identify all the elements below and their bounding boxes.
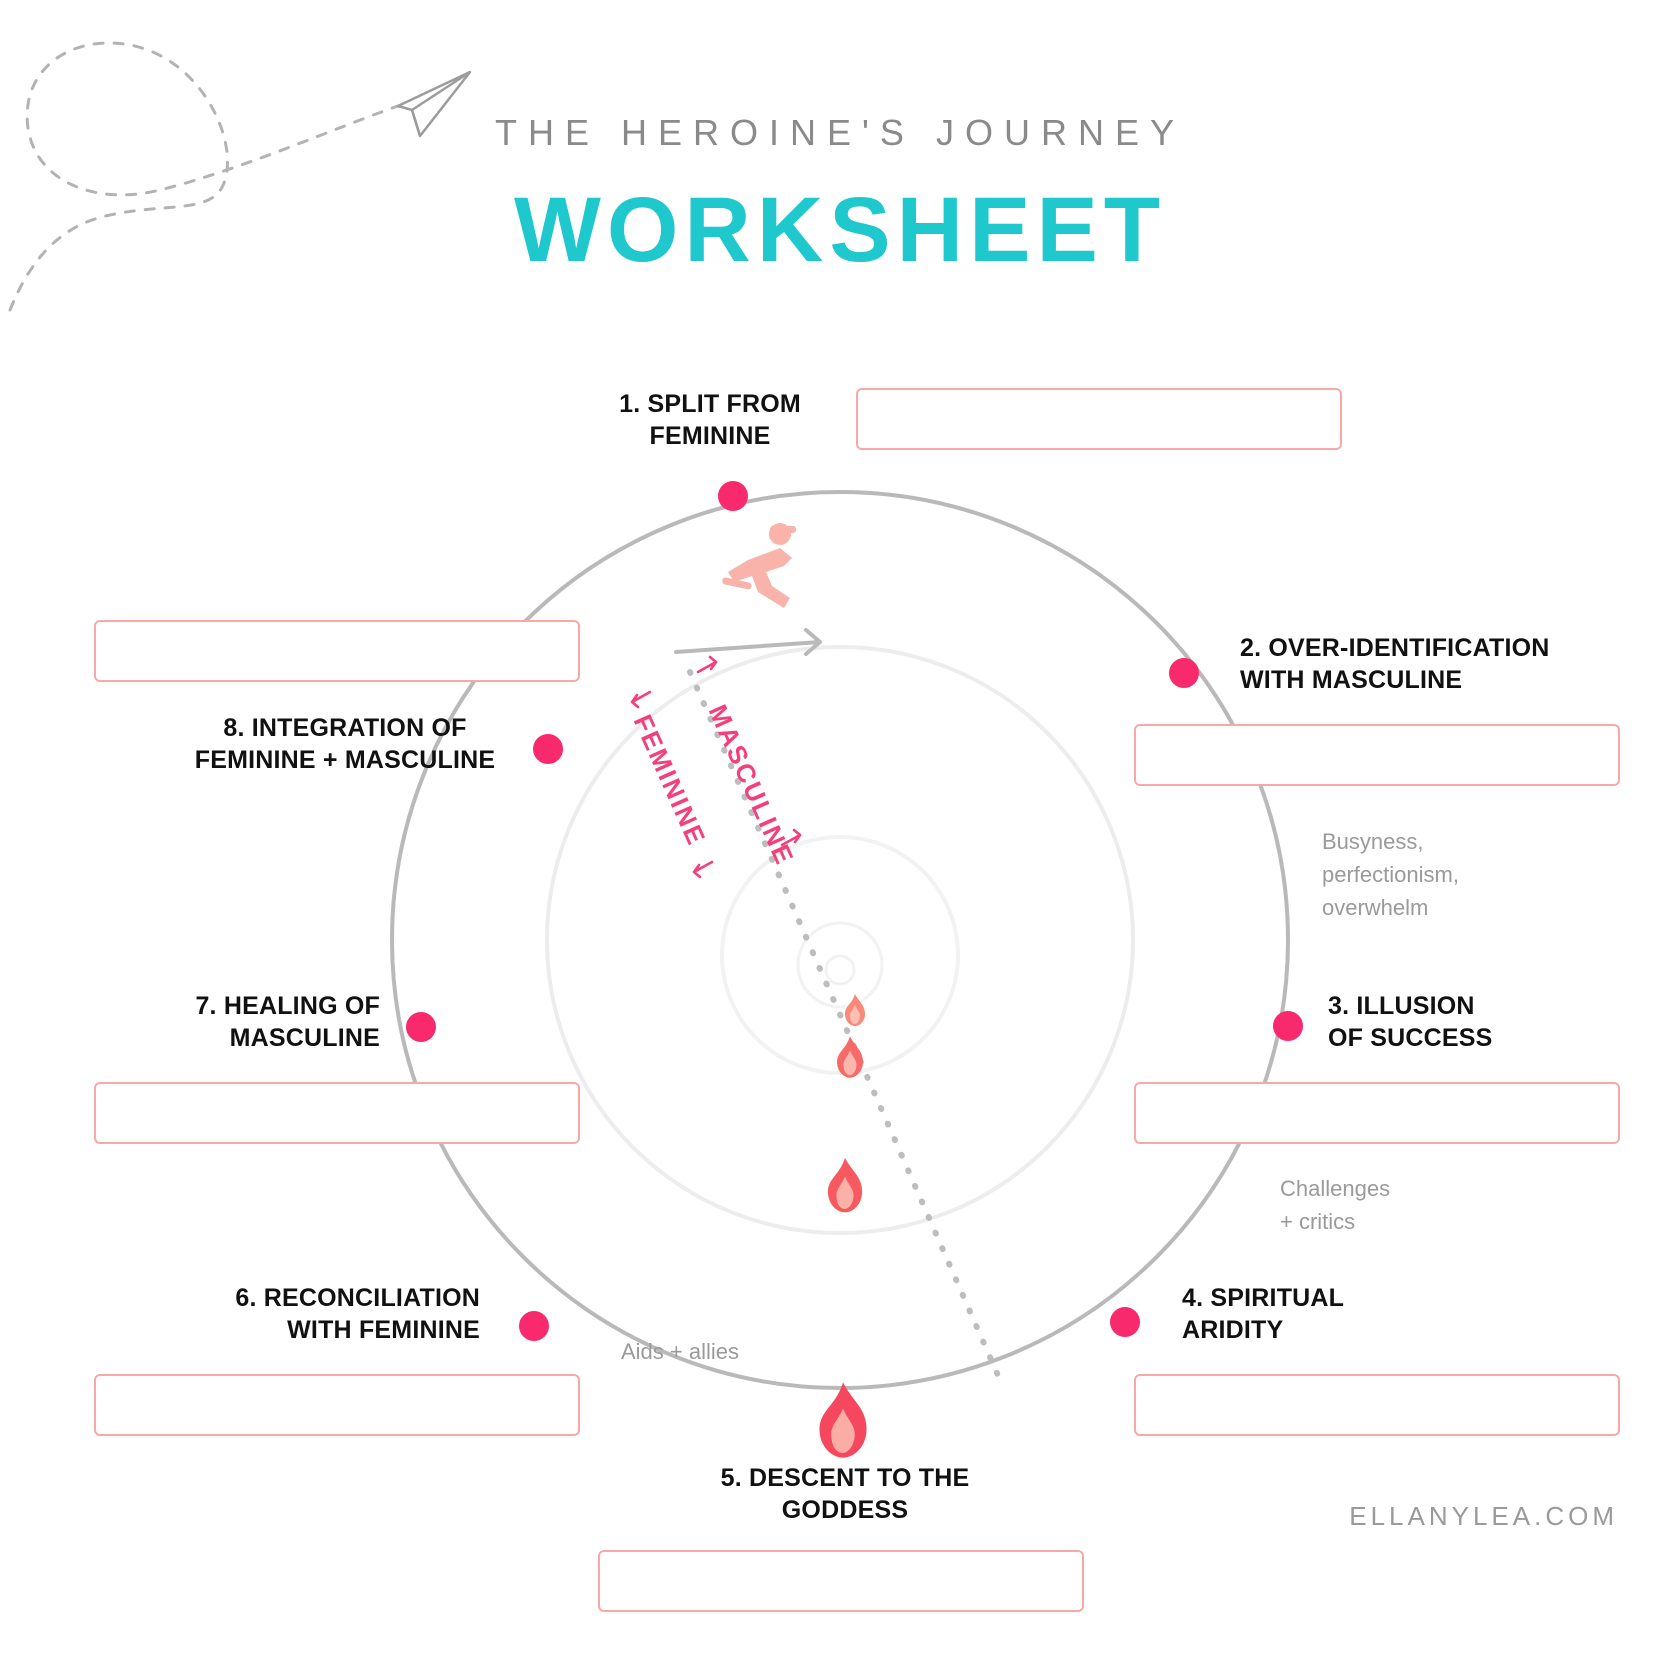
answer-input-step-7[interactable] <box>94 1082 580 1144</box>
step-label-2: 2. OVER-IDENTIFICATION WITH MASCULINE <box>1240 634 1550 694</box>
answer-input-step-3[interactable] <box>1134 1082 1620 1144</box>
step-note-2: Busyness, perfectionism, overwhelm <box>1322 829 1459 920</box>
answer-input-step-4[interactable] <box>1134 1374 1620 1436</box>
step-label-7: 7. HEALING OF MASCULINE <box>195 992 380 1052</box>
page-title: WORKSHEET <box>514 179 1166 281</box>
flame-icon <box>833 1035 867 1079</box>
answer-input-step-5[interactable] <box>598 1550 1084 1612</box>
step-label-3: 3. ILLUSION OF SUCCESS <box>1328 992 1493 1052</box>
answer-input-step-8[interactable] <box>94 620 580 682</box>
step-label-4: 4. SPIRITUAL ARIDITY <box>1182 1284 1345 1344</box>
flame-icon <box>842 993 868 1027</box>
site-footer: ELLANYLEA.COM <box>1349 1501 1618 1531</box>
axis-label-feminine: FEMININE <box>627 710 713 851</box>
page-eyebrow: THE HEROINE'S JOURNEY <box>495 112 1185 153</box>
step-label-5: 5. DESCENT TO THE GODDESS <box>720 1464 970 1524</box>
answer-input-step-6[interactable] <box>94 1374 580 1436</box>
runner-icon <box>718 520 806 620</box>
flame-icon <box>812 1380 874 1460</box>
answer-input-step-1[interactable] <box>856 388 1342 450</box>
step-label-8: 8. INTEGRATION OF FEMININE + MASCULINE <box>194 714 496 774</box>
flame-icon <box>822 1156 868 1214</box>
answer-input-step-2[interactable] <box>1134 724 1620 786</box>
step-label-6: 6. RECONCILIATION WITH FEMININE <box>235 1284 480 1344</box>
step-note-6: Aids + allies <box>620 1339 739 1364</box>
axis-label-masculine: MASCULINE <box>702 700 801 870</box>
step-note-3: Challenges + critics <box>1280 1176 1391 1234</box>
step-label-1: 1. SPLIT FROM FEMININE <box>619 390 801 450</box>
